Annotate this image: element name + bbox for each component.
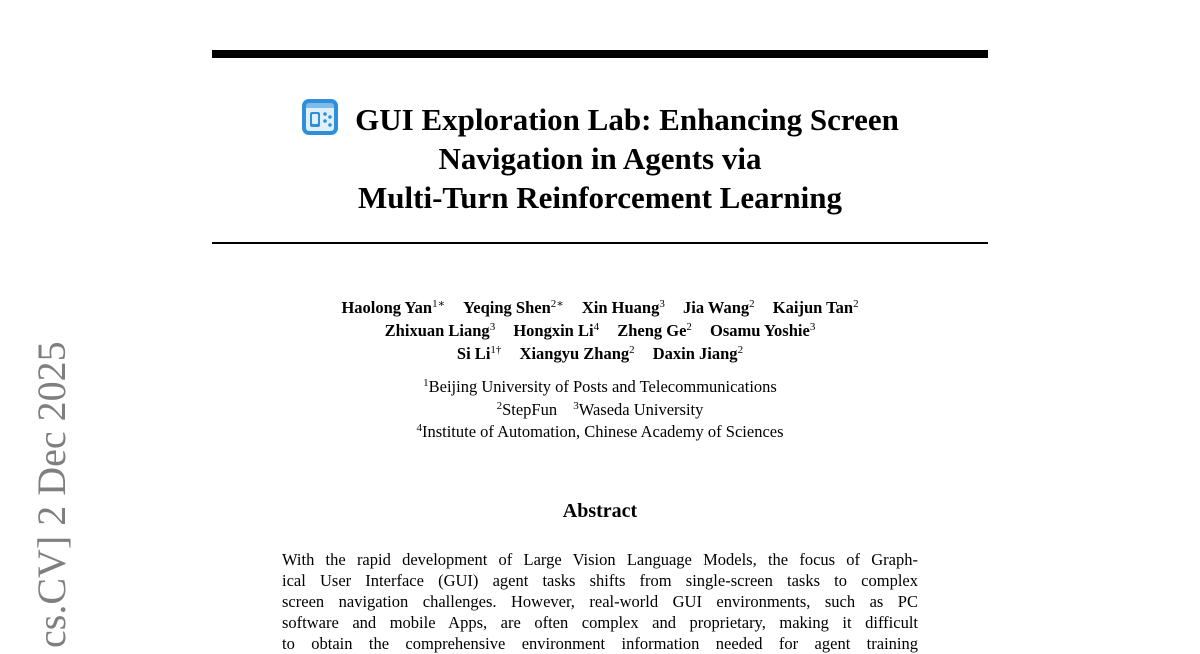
author-line-2 [212, 319, 988, 342]
author: Xin Huang$^3$ [581, 298, 665, 317]
abstract-line: to obtain the comprehensive environment information needed for agent training [282, 634, 918, 653]
affiliation-line-2 [212, 399, 988, 422]
author: Zheng Ge$^2$ [617, 321, 692, 340]
affiliation-list [212, 376, 988, 444]
abstract-line: ical User Interface (GUI) agent tasks shifts from single-screen tasks to complex [282, 571, 918, 590]
affiliation: $^2$StepFun [496, 399, 558, 419]
affiliation-line-3 [212, 421, 988, 444]
abstract-line: screen navigation challenges. However, real-world GUI environments, such as PC [282, 592, 918, 611]
title-bottom-rule [212, 242, 988, 244]
author: Daxin Jiang$^2$ [652, 344, 744, 363]
author: Si $Li^{1\dagger}$ [456, 344, 502, 363]
author: Zhixuan Liang$^3$ [384, 321, 496, 340]
abstract-line: With the rapid development of Large Vision Language Models, the focus of Graph- [282, 550, 918, 569]
author: Hongxin Li$^4$ [513, 321, 600, 340]
author: Osamu Yoshie$^3$ [710, 321, 816, 340]
author: Kaijun Tan$^2$ [772, 298, 859, 317]
top-rule [212, 50, 988, 58]
author-line-1 [212, 296, 988, 319]
abstract-heading: Abstract [562, 500, 638, 522]
affiliation: $^1$Beijing University of Posts and Telecommunications [423, 377, 777, 396]
author: Haolong Yan$^{1∗}$ [341, 298, 446, 317]
affiliation-line-1 [212, 376, 988, 399]
author-list [212, 296, 988, 365]
affiliation: $^4$Institute of Automation, Chinese Academy of Sciences [416, 422, 784, 441]
paper-title [212, 98, 988, 217]
title-line-3: Multi-Turn Reinforcement Learning [358, 180, 842, 215]
title-line-2: Navigation in Agents via [438, 141, 762, 176]
author-line-3 [212, 342, 988, 365]
author: Yeqing Shen$^{2∗}$ [463, 298, 564, 317]
abstract-body [282, 549, 918, 654]
arxiv-stamp: cs.CV] 2 Dec 2025 [29, 341, 74, 648]
title-line-1: GUI Exploration Lab: Enhancing Screen [212, 98, 988, 139]
author: Xiangyu Zhang$^2$ [519, 344, 635, 363]
author: Jia Wang$^2$ [682, 298, 755, 317]
gui-exploration-lab-logo-icon [301, 98, 339, 136]
affiliation: $^3$Waseda University [573, 399, 704, 419]
abstract-line: software and mobile Apps, are often complex and proprietary, making it difficult [282, 613, 918, 632]
